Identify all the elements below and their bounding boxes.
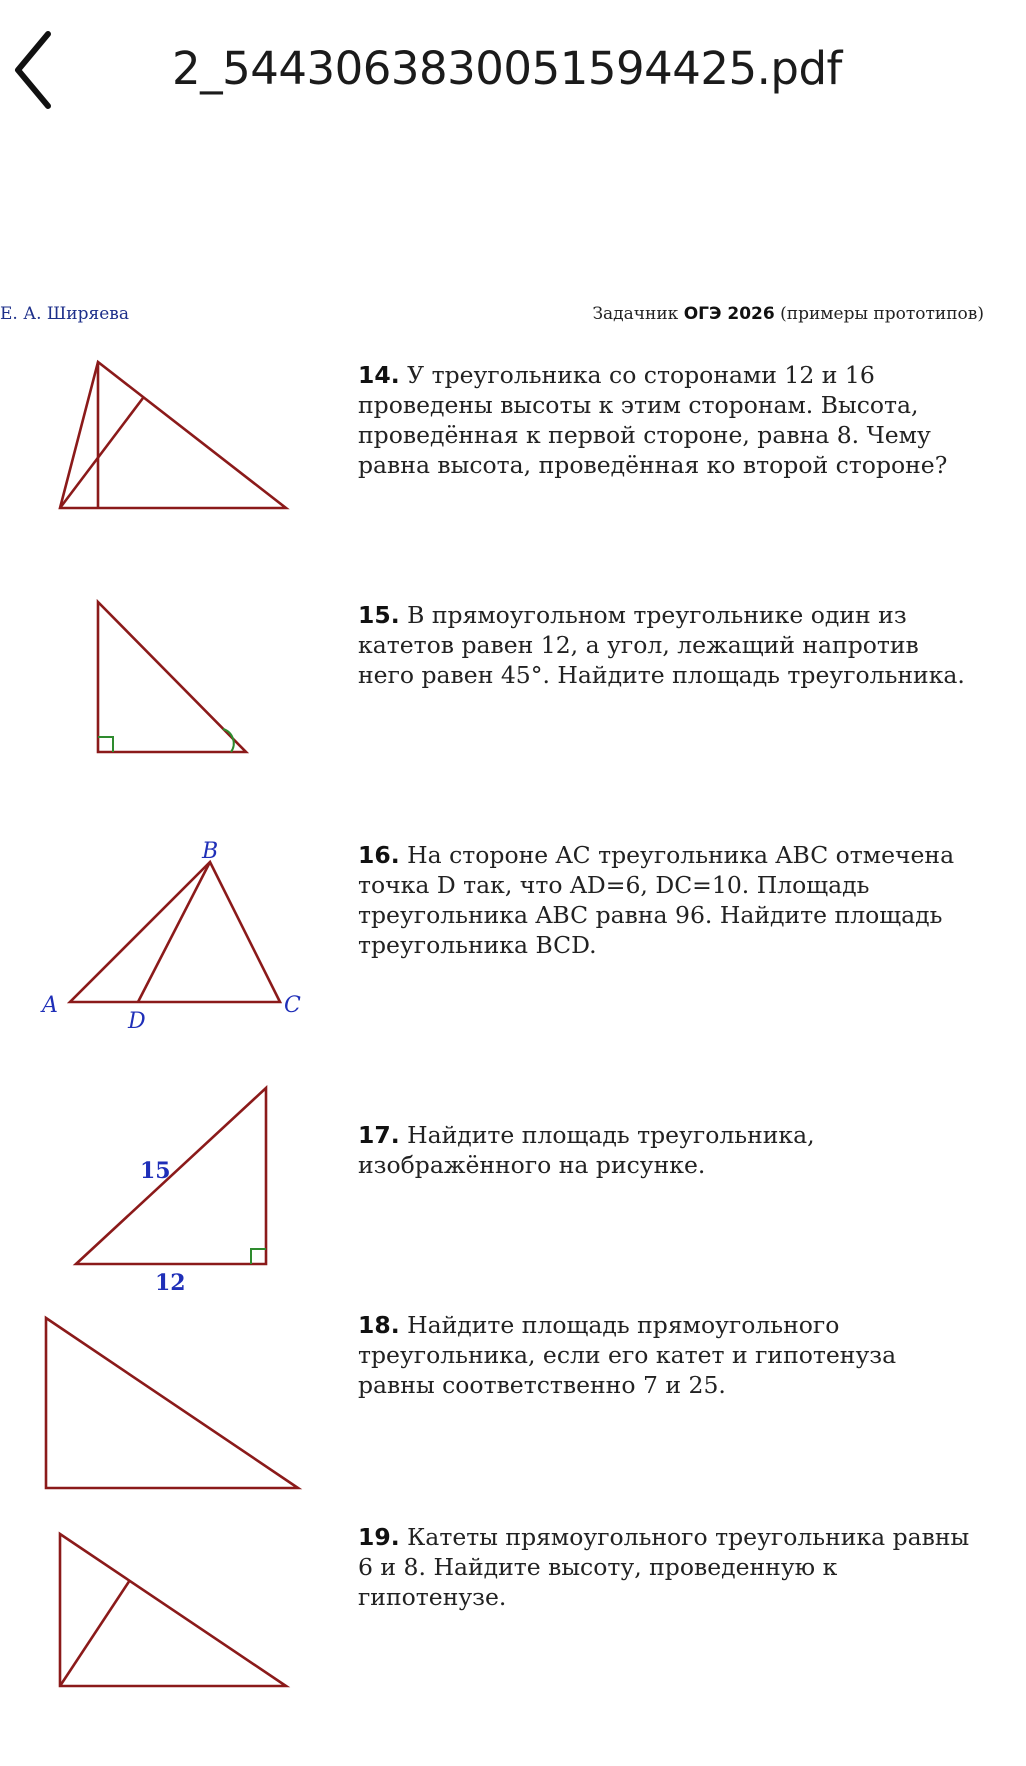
header-title-prefix: Задачник <box>592 304 679 324</box>
task-19 <box>358 1522 978 1612</box>
label-hypotenuse-15: 15 <box>140 1158 171 1184</box>
back-button[interactable] <box>10 30 60 110</box>
task-16 <box>358 840 978 960</box>
task-text: В прямоугольном треугольнике один из катетов равен 12, а угол, лежащий напротив него равен 45°. Найдите площадь треугольника. <box>358 601 965 689</box>
figure-14-triangle <box>60 362 286 508</box>
file-title: 2_5443063830051594425.pdf <box>172 42 842 95</box>
right-angle-mark <box>251 1249 266 1264</box>
figure-15-triangle <box>98 602 246 752</box>
task-number: 14. <box>358 361 400 389</box>
figure-19-triangle <box>60 1534 286 1686</box>
task-15 <box>358 600 978 690</box>
label-vertex-c: C <box>284 993 301 1018</box>
task-18 <box>358 1310 978 1400</box>
figure-16-triangle <box>70 862 280 1002</box>
task-text: У треугольника со сторонами 12 и 16 проведены высоты к этим сторонам. Высота, проведённая к первой стороне, равна 8. Чему равна высота, проведённая ко второй стороне? <box>358 361 948 479</box>
header-title-suffix: (примеры прототипов) <box>780 304 984 324</box>
label-vertex-a: A <box>42 993 58 1018</box>
angle-arc-45 <box>223 729 234 752</box>
label-point-d: D <box>128 1009 146 1034</box>
task-14 <box>358 360 978 480</box>
figure-17-triangle <box>76 1088 266 1264</box>
page-header-author: Е. А. Ширяева <box>0 304 130 324</box>
figure-18-triangle <box>46 1318 298 1488</box>
task-number: 18. <box>358 1311 400 1339</box>
task-text: Найдите площадь треугольника, изображённого на рисунке. <box>358 1121 815 1179</box>
top-bar <box>0 0 1026 150</box>
label-base-12: 12 <box>155 1270 186 1296</box>
right-angle-mark <box>98 737 113 752</box>
task-number: 17. <box>358 1121 400 1149</box>
task-text: На стороне AC треугольника ABC отмечена точка D так, что AD=6, DC=10. Площадь треугольника ABC равна 96. Найдите площадь треугольника BCD. <box>358 841 955 959</box>
label-vertex-b: B <box>202 839 219 864</box>
figures-canvas <box>0 280 340 1766</box>
task-number: 16. <box>358 841 400 869</box>
task-17 <box>358 1120 978 1180</box>
header-title-bold: ОГЭ 2026 <box>683 304 775 324</box>
chevron-left-icon <box>10 30 60 110</box>
task-number: 19. <box>358 1523 400 1551</box>
pdf-page <box>0 280 1026 1766</box>
task-text: Найдите площадь прямоугольного треугольника, если его катет и гипотенуза равны соответственно 7 и 25. <box>358 1311 897 1399</box>
task-number: 15. <box>358 601 400 629</box>
task-text: Катеты прямоугольного треугольника равны 6 и 8. Найдите высоту, проведенную к гипотенузе. <box>358 1523 970 1611</box>
page-header-title <box>592 304 984 324</box>
